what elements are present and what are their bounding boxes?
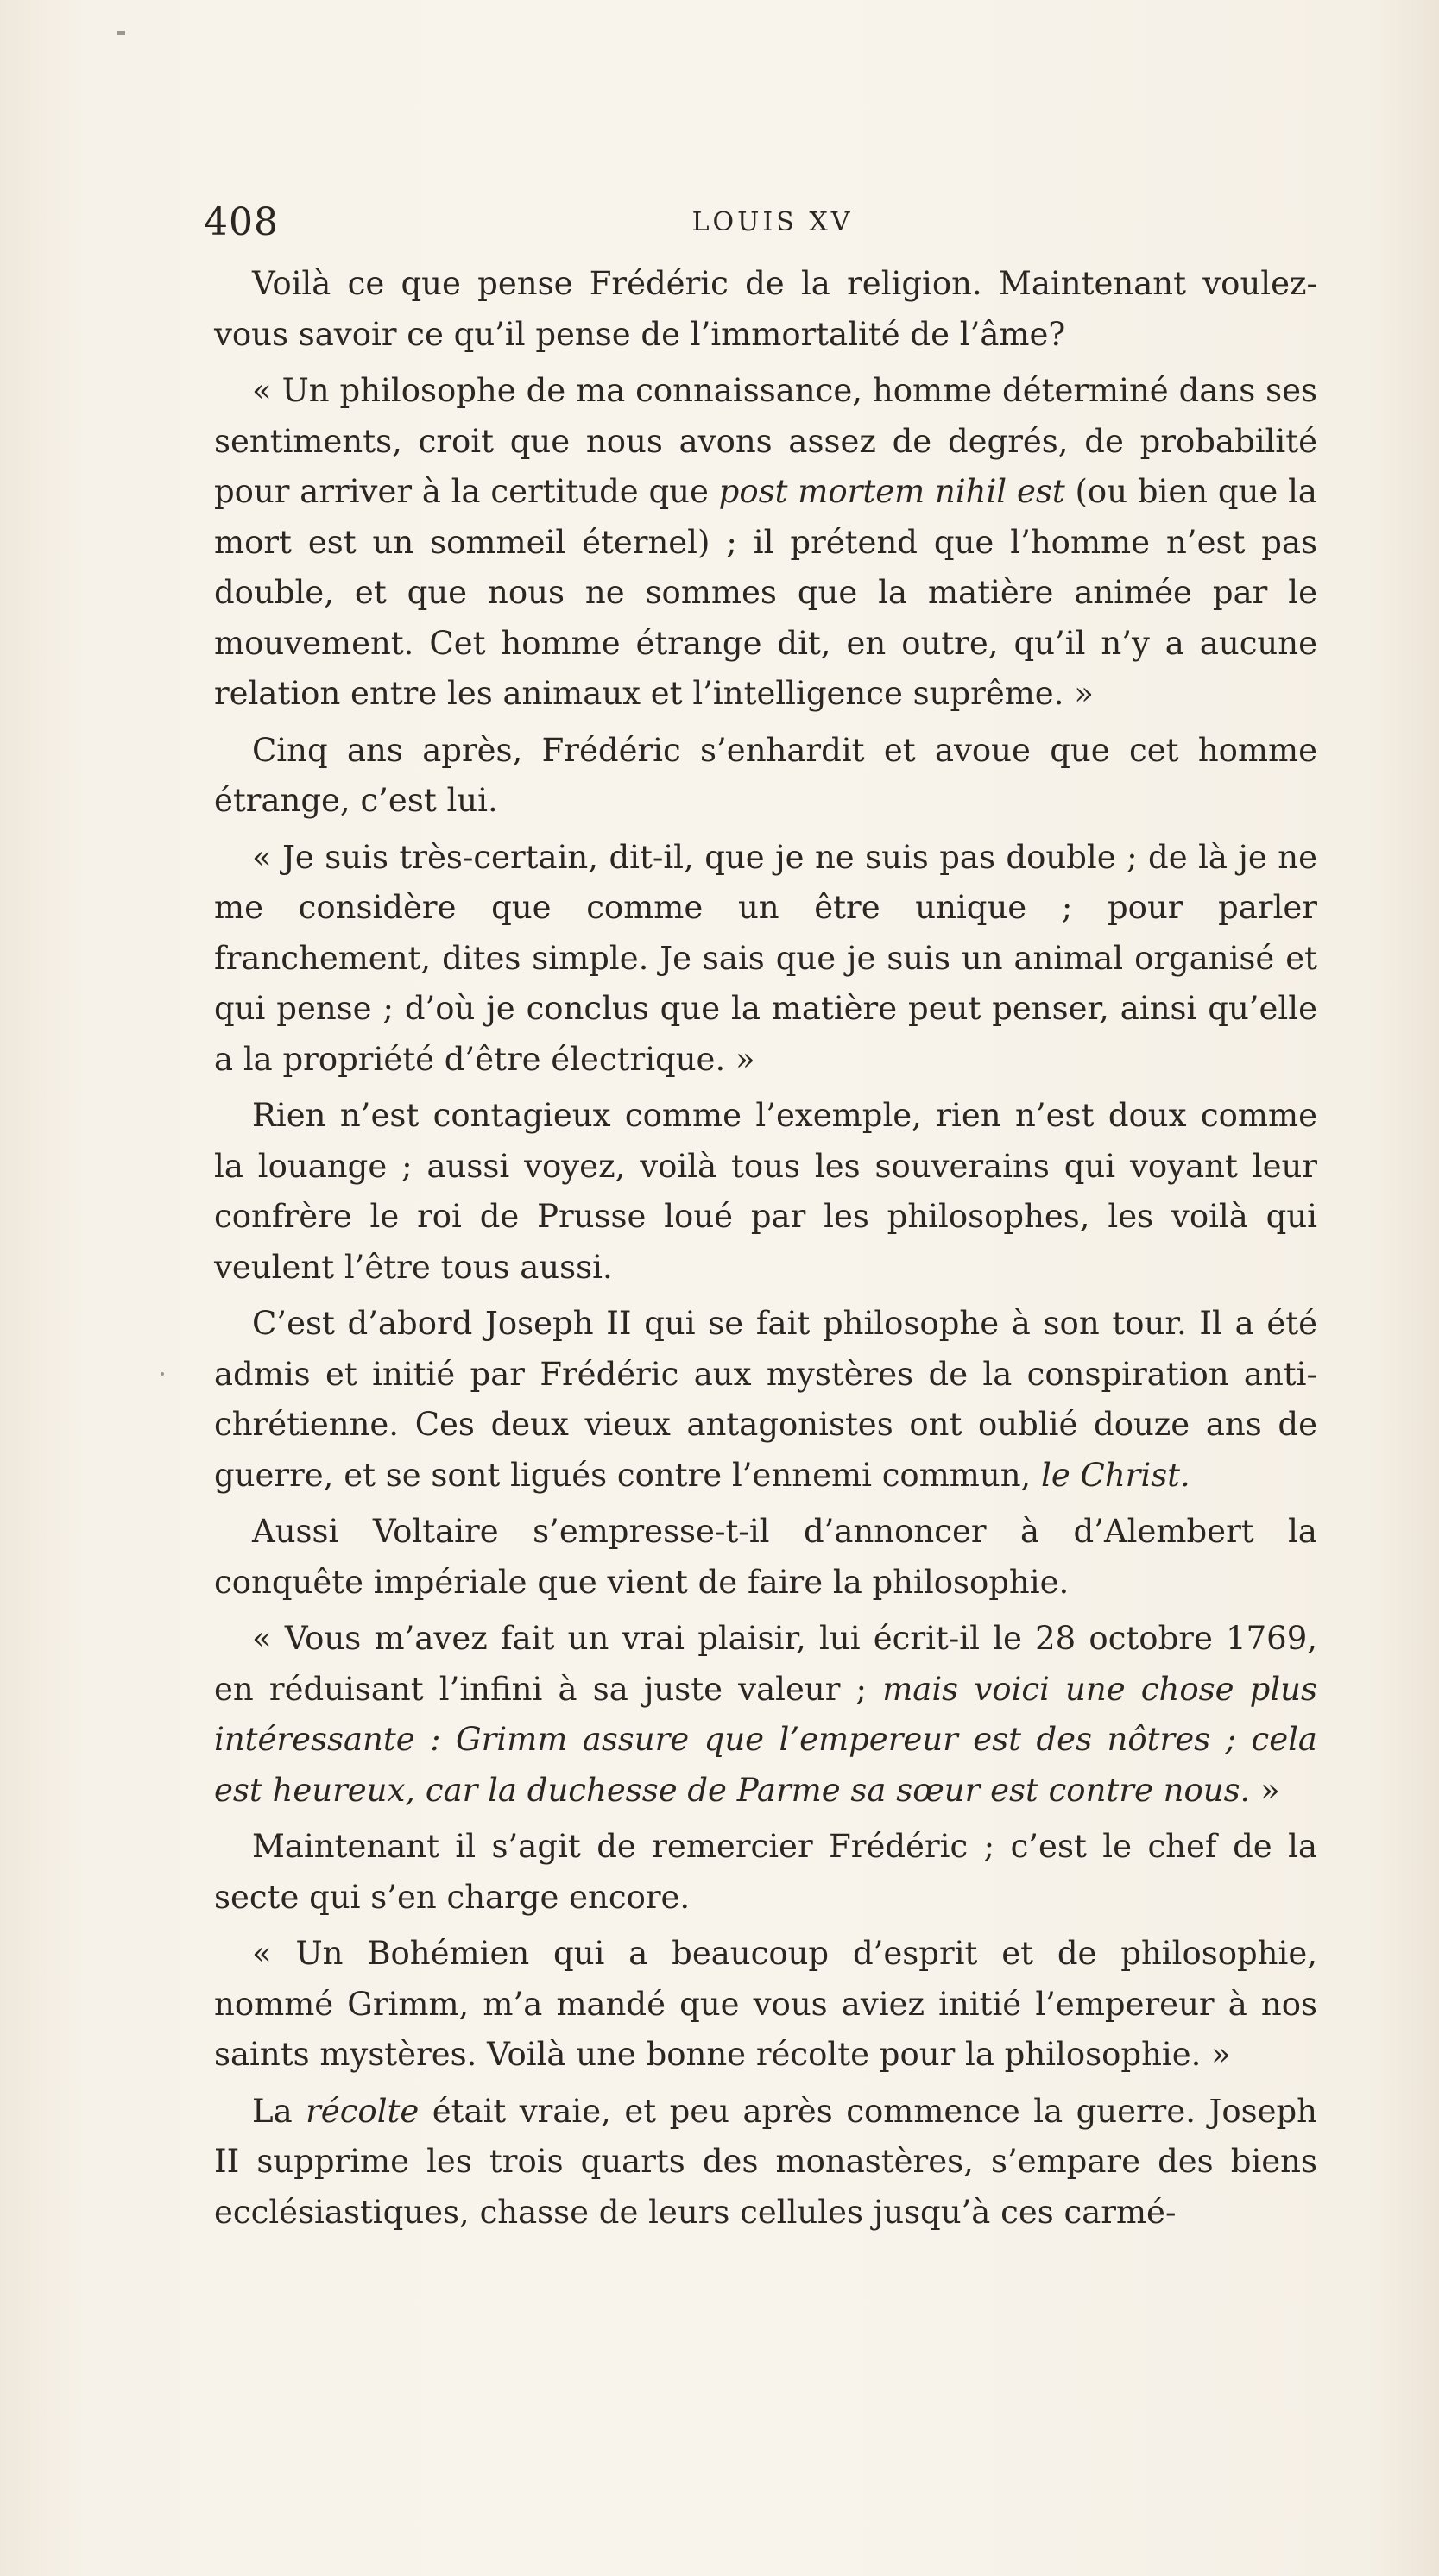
paragraph — [214, 2087, 1317, 2239]
text-run: (ou bien que la mort est un sommeil éternel) ; il prétend que l’homme n’est pas double, et que nous ne sommes que la matière animée par le mouvement. Cet homme étrange dit, en outre, qu’il n’y a aucune relation entre les animaux et l’intelligence suprême. » — [214, 473, 1317, 712]
paragraph — [214, 366, 1317, 720]
text-run: Cinq ans après, Frédéric s’enhardit et avoue que cet homme étrange, c’est lui. — [214, 731, 1317, 819]
paragraph — [214, 1091, 1317, 1293]
paragraph — [214, 1929, 1317, 2081]
paragraph — [214, 726, 1317, 827]
paragraph — [214, 1822, 1317, 1923]
text-run: « Vous m’avez fait un vrai plaisir, lui écrit-il le 28 octobre 1769, en réduisant l’infini à sa juste valeur ; — [214, 1620, 1317, 1708]
italic-phrase: mais voici une chose plus intéressante : Grimm assure que l’empereur est des nôtres ; cela est heureux, car la duchesse de Parme sa sœur est contre nous. — [214, 1670, 1317, 1809]
text-run: » — [1250, 1771, 1280, 1809]
margin-speck — [117, 31, 125, 35]
text-run: « Je suis très-certain, dit-il, que je ne suis pas double ; de là je ne me considère que comme un être unique ; pour parler franchement, dites simple. Je sais que je suis un animal organisé et qui pense ; d’où je conclus que la matière peut penser, ainsi qu’elle a la propriété d’être électrique. » — [214, 838, 1317, 1078]
text-run: Maintenant il s’agit de remercier Frédéric ; c’est le chef de la secte qui s’en charge encore. — [214, 1828, 1317, 1916]
paragraph — [214, 1507, 1317, 1608]
page-header — [204, 197, 1341, 249]
page-number: 408 — [204, 200, 279, 244]
body-text — [214, 259, 1317, 2238]
paragraph — [214, 259, 1317, 360]
text-run: Voilà ce que pense Frédéric de la religion. Maintenant voulez-vous savoir ce qu’il pense de l’immortalité de l’âme? — [214, 265, 1317, 353]
text-run: était vraie, et peu après commence la guerre. Joseph II supprime les trois quarts des monastères, s’empare des biens ecclésiastiques, chasse de leurs cellules jusqu’à ces carmé- — [214, 2092, 1318, 2231]
text-run: « Un philosophe de ma connaissance, homme déterminé dans ses sentiments, croit que nous avons assez de degrés, de probabilité pour arriver à la certitude que — [214, 372, 1317, 510]
text-run: Rien n’est contagieux comme l’exemple, rien n’est doux comme la louange ; aussi voyez, voilà tous les souverains qui voyant leur confrère le roi de Prusse loué par les philosophes, les voilà qui veulent l’être tous aussi. — [214, 1097, 1317, 1286]
paragraph — [214, 1614, 1317, 1816]
italic-word: récolte — [306, 2092, 420, 2130]
text-run: La — [252, 2092, 306, 2130]
paragraph — [214, 1299, 1317, 1501]
running-title: LOUIS XV — [691, 207, 854, 237]
italic-phrase: le Christ. — [1041, 1456, 1190, 1494]
paragraph — [214, 833, 1317, 1086]
latin-phrase: post mortem nihil est — [718, 473, 1065, 510]
text-run: Aussi Voltaire s’empresse-t-il d’annoncer à d’Alembert la conquête impériale que vient de faire la philosophie. — [214, 1513, 1317, 1601]
margin-speck — [161, 1372, 164, 1376]
text-run: C’est d’abord Joseph II qui se fait philosophe à son tour. Il a été admis et initié par Frédéric aux mystères de la conspiration anti-chrétienne. Ces deux vieux antagonistes ont oublié douze ans de guerre, et se sont ligués contre l’ennemi commun, — [214, 1305, 1317, 1494]
text-run: « Un Bohémien qui a beaucoup d’esprit et de philosophie, nommé Grimm, m’a mandé que vous aviez initié l’empereur à nos saints mystères. Voilà une bonne récolte pour la philosophie. » — [214, 1935, 1317, 2073]
